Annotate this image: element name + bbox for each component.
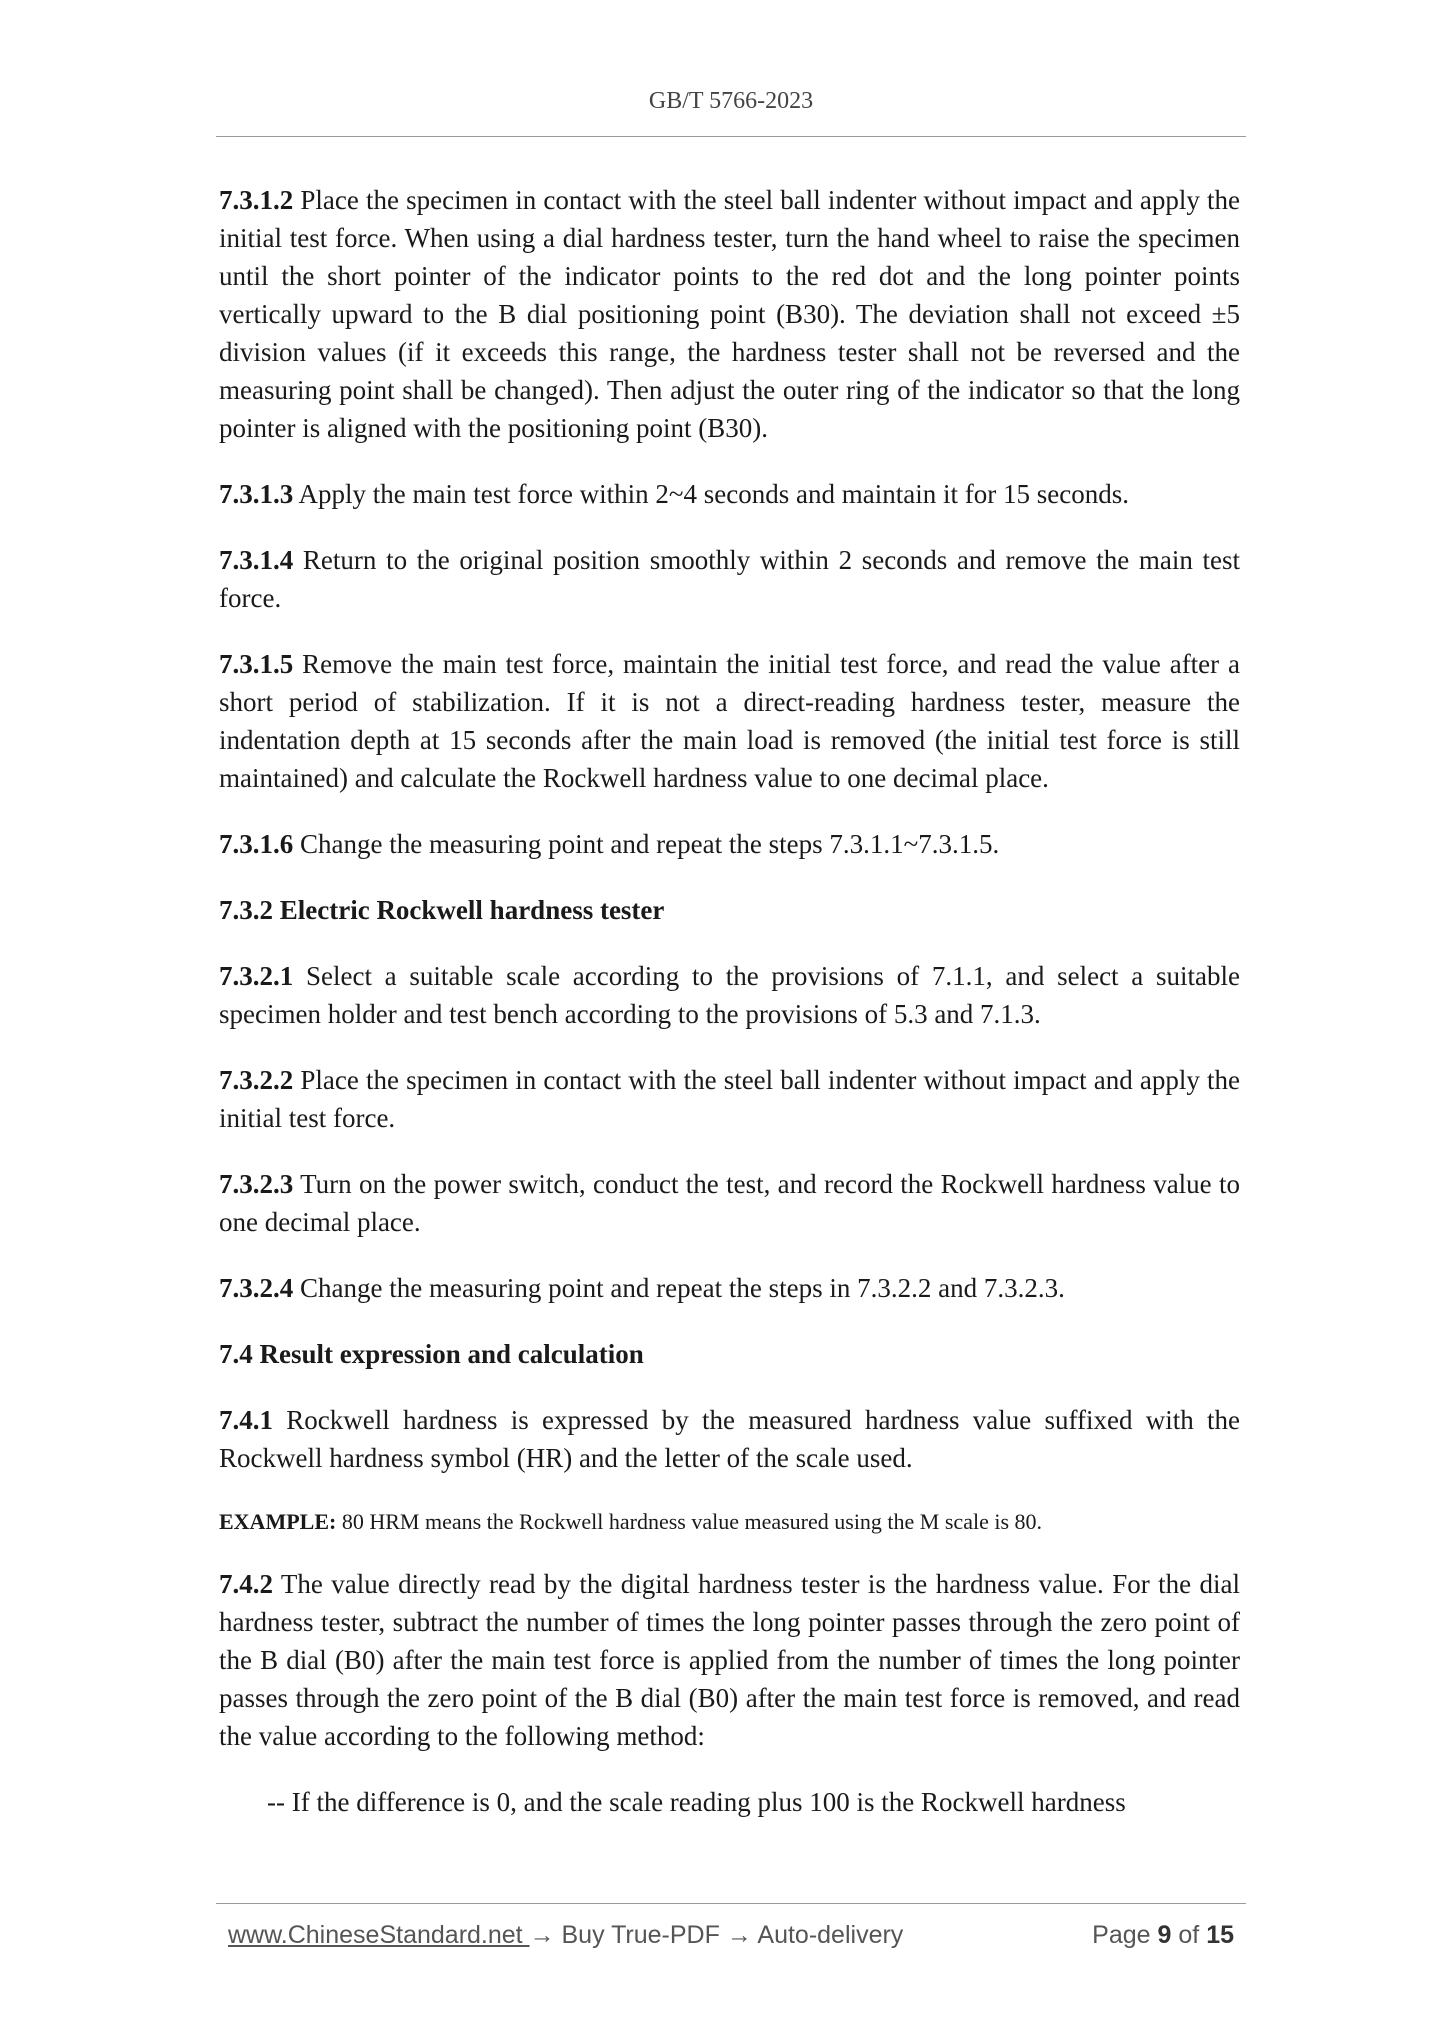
clause-7-3-1-3 xyxy=(219,475,1240,513)
clause-7-4-1 xyxy=(219,1401,1240,1477)
footer-promo-text: → Buy True-PDF → Auto-delivery xyxy=(529,1921,904,1949)
clause-text: Change the measuring point and repeat the steps in 7.3.2.2 and 7.3.2.3. xyxy=(293,1273,1065,1303)
clause-number: 7.3.1.4 xyxy=(219,545,294,575)
page-body xyxy=(219,181,1240,1821)
clause-7-3-1-2 xyxy=(219,181,1240,447)
clause-number: 7.3.2.4 xyxy=(219,1273,294,1303)
example-note xyxy=(219,1505,1240,1539)
clause-7-3-2-2 xyxy=(219,1061,1240,1137)
clause-text: Remove the main test force, maintain the initial test force, and read the value after a short period of stabilization. If it is not a direct-reading hardness tester, measure the indentation depth at 15 seconds after the main load is removed (the initial test force is still maintained) and calculate the Rockwell hardness value to one decimal place. xyxy=(219,649,1240,793)
clause-7-3-2-4 xyxy=(219,1269,1240,1307)
clause-text: Place the specimen in contact with the steel ball indenter without impact and apply the initial test force. xyxy=(219,1065,1240,1133)
clause-7-3-2-1 xyxy=(219,957,1240,1033)
website-link[interactable]: www.ChineseStandard.net xyxy=(228,1921,530,1949)
clause-number: 7.3.2.3 xyxy=(219,1169,294,1199)
page-header: GB/T 5766-2023 xyxy=(648,88,814,114)
page-footer xyxy=(228,1921,1234,1950)
clause-7-3-1-5 xyxy=(219,645,1240,797)
page-total: 15 xyxy=(1206,1921,1234,1949)
clause-text: The value directly read by the digital hardness tester is the hardness value. For the dial hardness tester, subtract the number of times the long pointer passes through the zero point of the B dial (B0) after the main test force is applied from the number of times the long pointer passes through the zero point of the B dial (B0) after the main test force is removed, and read the value according to the following method: xyxy=(219,1569,1240,1751)
clause-text: Rockwell hardness is expressed by the measured hardness value suffixed with the Rockwell hardness symbol (HR) and the letter of the scale used. xyxy=(219,1405,1240,1473)
clause-7-3-1-6 xyxy=(219,825,1240,863)
clause-7-4-2 xyxy=(219,1565,1240,1755)
clause-text: Place the specimen in contact with the steel ball indenter without impact and apply the initial test force. When using a dial hardness tester, turn the hand wheel to raise the specimen until the short pointer of the indicator points to the red dot and the long pointer points vertically upward to the B dial positioning point (B30). The deviation shall not exceed ±5 division values (if it exceeds this range, the hardness tester shall not be reversed and the measuring point shall be changed). Then adjust the outer ring of the indicator so that the long pointer is aligned with the positioning point (B30). xyxy=(219,185,1240,443)
clause-number: 7.3.2.1 xyxy=(219,961,294,991)
example-text: 80 HRM means the Rockwell hardness value measured using the M scale is 80. xyxy=(336,1509,1043,1534)
footer-divider xyxy=(216,1903,1246,1904)
clause-text: Apply the main test force within 2~4 seconds and maintain it for 15 seconds. xyxy=(293,479,1129,509)
header-divider xyxy=(216,136,1246,137)
section-heading-7-4: 7.4 Result expression and calculation xyxy=(219,1339,644,1369)
section-heading-7-3-2: 7.3.2 Electric Rockwell hardness tester xyxy=(219,895,665,925)
clause-7-3-1-4 xyxy=(219,541,1240,617)
dash-list-item: -- If the difference is 0, and the scale reading plus 100 is the Rockwell hardness xyxy=(267,1787,1126,1817)
page-word: Page xyxy=(1092,1921,1151,1949)
clause-text: Turn on the power switch, conduct the test, and record the Rockwell hardness value to one decimal place. xyxy=(219,1169,1240,1237)
clause-number: 7.3.1.6 xyxy=(219,829,294,859)
clause-number: 7.4.2 xyxy=(219,1569,273,1599)
clause-number: 7.3.2.2 xyxy=(219,1065,294,1095)
page-number: 9 xyxy=(1157,1921,1172,1949)
clause-7-3-2-3 xyxy=(219,1165,1240,1241)
clause-number: 7.3.1.3 xyxy=(219,479,294,509)
clause-text: Change the measuring point and repeat the steps 7.3.1.1~7.3.1.5. xyxy=(293,829,1000,859)
clause-number: 7.3.1.2 xyxy=(219,185,294,215)
footer-promo xyxy=(228,1921,903,1950)
clause-number: 7.4.1 xyxy=(219,1405,273,1435)
example-label: EXAMPLE: xyxy=(219,1509,337,1534)
clause-number: 7.3.1.5 xyxy=(219,649,294,679)
clause-text: Return to the original position smoothly within 2 seconds and remove the main test force. xyxy=(219,545,1240,613)
page-indicator xyxy=(1092,1921,1234,1950)
clause-text: Select a suitable scale according to the provisions of 7.1.1, and select a suitable specimen holder and test bench according to the provisions of 5.3 and 7.1.3. xyxy=(219,961,1240,1029)
of-word: of xyxy=(1178,1921,1200,1949)
